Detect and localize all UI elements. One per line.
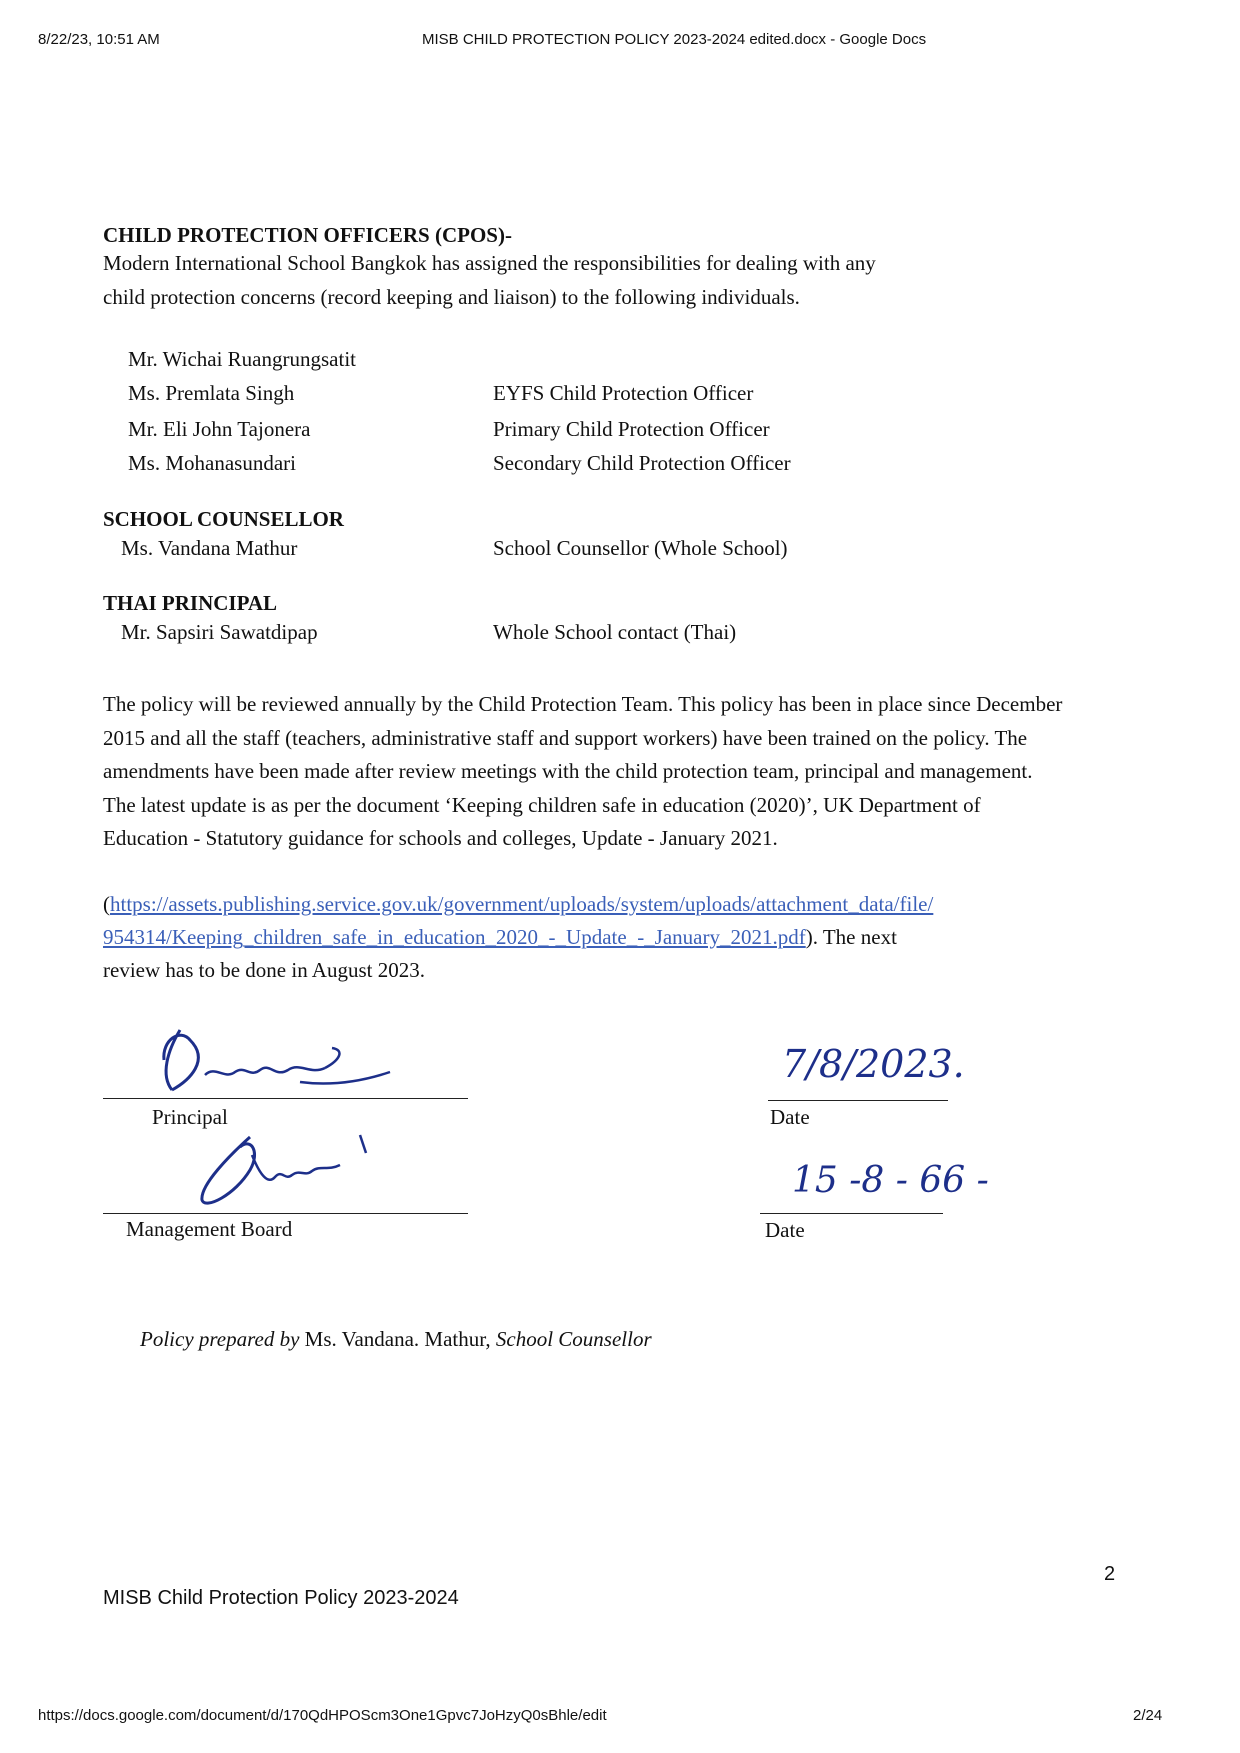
link-open-paren: ( bbox=[103, 892, 110, 916]
review-paragraph: The policy will be reviewed annually by the Child Protection Team. This policy has been in place since December 2015 and all the staff (teachers, administrative staff and support workers) have been trained on the policy. The amendments have been made after review meetings with the child protection team, principal and management. The latest update is as per the document ‘Keeping children safe in education (2020)’, UK Department of Education - Statutory guidance for schools and colleges, Update - January 2021. bbox=[103, 692, 1063, 850]
print-datetime: 8/22/23, 10:51 AM bbox=[38, 31, 160, 48]
guidance-link-part-2[interactable]: 954314/Keeping_children_safe_in_education_2020_-_Update_-_January_2021.pdf bbox=[103, 925, 806, 949]
cpo-intro-line-1: Modern International School Bangkok has assigned the responsibilities for dealing with any bbox=[103, 251, 876, 275]
prepared-by-role: School Counsellor bbox=[495, 1327, 652, 1351]
principal-label: Principal bbox=[152, 1105, 228, 1129]
review-last-line: review has to be done in August 2023. bbox=[103, 958, 425, 982]
print-page-count: 2/24 bbox=[1133, 1707, 1163, 1724]
officer-name: Mr. Wichai Ruangrungsatit bbox=[128, 347, 356, 371]
print-doc-title: MISB CHILD PROTECTION POLICY 2023-2024 edited.docx - Google Docs bbox=[422, 31, 927, 48]
management-date-line bbox=[760, 1213, 943, 1214]
officer-role: Secondary Child Protection Officer bbox=[493, 451, 791, 475]
officer-role: Primary Child Protection Officer bbox=[493, 417, 770, 441]
management-signature bbox=[190, 1125, 410, 1210]
prepared-by-line bbox=[140, 1327, 652, 1352]
officer-name: Ms. Mohanasundari bbox=[128, 451, 296, 475]
management-date-value: 15 -8 - 66 - bbox=[792, 1160, 989, 1201]
thai-principal-heading: THAI PRINCIPAL bbox=[103, 591, 278, 615]
counsellor-role: School Counsellor (Whole School) bbox=[493, 536, 788, 560]
thai-principal-name: Mr. Sapsiri Sawatdipap bbox=[121, 620, 318, 644]
management-label: Management Board bbox=[126, 1217, 293, 1241]
management-signature-line bbox=[103, 1213, 468, 1214]
guidance-link-part-1[interactable]: https://assets.publishing.service.gov.uk/government/uploads/system/uploads/attachment_data/file/ bbox=[110, 892, 934, 916]
footer-policy-title: MISB Child Protection Policy 2023-2024 bbox=[103, 1587, 459, 1609]
management-date-label: Date bbox=[765, 1218, 805, 1242]
after-link-text: ). The next bbox=[805, 925, 897, 949]
principal-signature bbox=[150, 1020, 410, 1100]
prepared-by-name: Ms. Vandana. Mathur, bbox=[304, 1327, 491, 1351]
prepared-by-prefix: Policy prepared by bbox=[140, 1327, 300, 1351]
counsellor-heading: SCHOOL COUNSELLOR bbox=[103, 507, 344, 531]
officer-role: EYFS Child Protection Officer bbox=[493, 381, 754, 405]
print-url: https://docs.google.com/document/d/170QdHPOScm3One1Gpvc7JoHzyQ0sBhle/edit bbox=[38, 1707, 607, 1724]
cpo-heading: CHILD PROTECTION OFFICERS (CPOS)- bbox=[103, 223, 512, 247]
cpo-intro-line-2: child protection concerns (record keeping and liaison) to the following individuals. bbox=[103, 285, 800, 309]
principal-date-value: 7/8/2023. bbox=[782, 1042, 965, 1086]
principal-date-line bbox=[768, 1100, 948, 1101]
principal-date-label: Date bbox=[770, 1105, 810, 1129]
officer-name: Mr. Eli John Tajonera bbox=[128, 417, 311, 441]
officer-name: Ms. Premlata Singh bbox=[128, 381, 295, 405]
counsellor-name: Ms. Vandana Mathur bbox=[121, 536, 298, 560]
review-link-line-1 bbox=[103, 892, 933, 917]
principal-signature-line bbox=[103, 1098, 468, 1099]
footer-page-number: 2 bbox=[1104, 1563, 1116, 1585]
thai-principal-role: Whole School contact (Thai) bbox=[493, 620, 737, 644]
review-link-line-2 bbox=[103, 925, 897, 950]
